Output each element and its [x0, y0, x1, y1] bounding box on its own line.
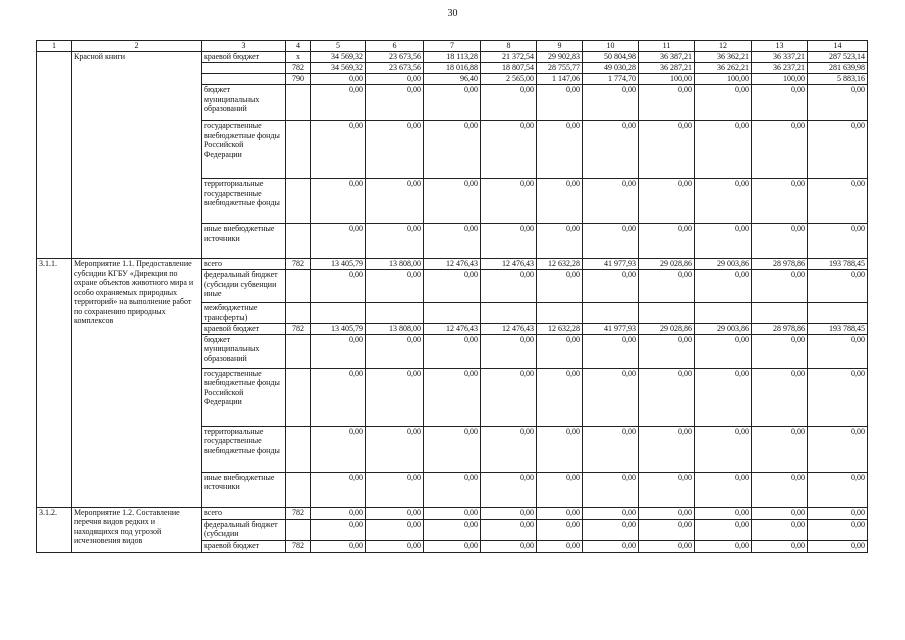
budget-code — [286, 121, 311, 179]
amount-cell: 0,00 — [311, 519, 366, 540]
amount-cell: 0,00 — [424, 507, 481, 519]
amount-cell: 13 405,79 — [311, 324, 366, 335]
amount-cell: 5 883,16 — [808, 74, 868, 85]
amount-cell: 0,00 — [424, 519, 481, 540]
amount-cell: 0,00 — [583, 472, 639, 507]
amount-cell: 0,00 — [537, 270, 583, 303]
amount-cell — [311, 303, 366, 324]
amount-cell: 0,00 — [366, 472, 424, 507]
amount-cell — [481, 303, 537, 324]
amount-cell: 0,00 — [695, 426, 752, 472]
amount-cell — [366, 303, 424, 324]
amount-cell: 0,00 — [311, 179, 366, 224]
amount-cell: 0,00 — [366, 519, 424, 540]
amount-cell — [808, 303, 868, 324]
amount-cell: 12 476,43 — [481, 259, 537, 270]
column-header: 2 — [72, 41, 202, 52]
amount-cell: 0,00 — [639, 179, 695, 224]
funding-source: государственные внебюджетные фонды Российской Федерации — [202, 121, 286, 179]
amount-cell: 0,00 — [695, 270, 752, 303]
column-header: 7 — [424, 41, 481, 52]
column-header: 11 — [639, 41, 695, 52]
amount-cell: 0,00 — [808, 540, 868, 552]
amount-cell: 0,00 — [808, 85, 868, 121]
amount-cell: 0,00 — [639, 270, 695, 303]
amount-cell: 0,00 — [695, 121, 752, 179]
table-body — [37, 52, 868, 553]
amount-cell: 0,00 — [808, 270, 868, 303]
amount-cell: 29 902,83 — [537, 52, 583, 63]
budget-table — [36, 40, 868, 553]
amount-cell: 0,00 — [808, 224, 868, 259]
budget-code — [286, 179, 311, 224]
item-index: 3.1.2. — [37, 507, 72, 552]
amount-cell: 0,00 — [583, 426, 639, 472]
amount-cell: 1 147,06 — [537, 74, 583, 85]
amount-cell: 0,00 — [583, 224, 639, 259]
amount-cell: 0,00 — [537, 426, 583, 472]
amount-cell: 0,00 — [366, 74, 424, 85]
budget-code: x — [286, 52, 311, 63]
amount-cell: 100,00 — [695, 74, 752, 85]
page-number: 30 — [447, 8, 458, 19]
funding-source: краевой бюджет — [202, 52, 286, 63]
amount-cell — [752, 303, 808, 324]
amount-cell: 0,00 — [424, 224, 481, 259]
amount-cell: 0,00 — [311, 85, 366, 121]
amount-cell: 0,00 — [481, 179, 537, 224]
amount-cell: 36 237,21 — [752, 63, 808, 74]
column-header: 14 — [808, 41, 868, 52]
amount-cell — [695, 303, 752, 324]
amount-cell: 0,00 — [583, 121, 639, 179]
amount-cell: 0,00 — [695, 224, 752, 259]
column-header: 1 — [37, 41, 72, 52]
amount-cell: 36 262,21 — [695, 63, 752, 74]
amount-cell: 0,00 — [537, 472, 583, 507]
budget-code: 790 — [286, 74, 311, 85]
amount-cell: 29 028,86 — [639, 324, 695, 335]
amount-cell: 0,00 — [583, 540, 639, 552]
amount-cell: 0,00 — [808, 507, 868, 519]
budget-code — [286, 519, 311, 540]
amount-cell: 0,00 — [752, 519, 808, 540]
amount-cell: 0,00 — [481, 85, 537, 121]
amount-cell: 0,00 — [695, 519, 752, 540]
column-header: 4 — [286, 41, 311, 52]
amount-cell: 0,00 — [583, 507, 639, 519]
amount-cell: 0,00 — [752, 121, 808, 179]
amount-cell: 0,00 — [695, 368, 752, 426]
amount-cell: 0,00 — [537, 85, 583, 121]
amount-cell: 0,00 — [424, 121, 481, 179]
amount-cell: 0,00 — [752, 334, 808, 368]
column-header: 3 — [202, 41, 286, 52]
amount-cell: 0,00 — [311, 507, 366, 519]
amount-cell: 0,00 — [366, 540, 424, 552]
amount-cell: 13 808,00 — [366, 324, 424, 335]
funding-source: федеральный бюджет (субсидии субвенции иные — [202, 270, 286, 303]
amount-cell: 0,00 — [808, 368, 868, 426]
amount-cell: 28 978,86 — [752, 259, 808, 270]
funding-source: бюджет муниципальных образований — [202, 334, 286, 368]
column-header: 6 — [366, 41, 424, 52]
amount-cell: 100,00 — [752, 74, 808, 85]
amount-cell: 0,00 — [808, 121, 868, 179]
amount-cell: 0,00 — [366, 426, 424, 472]
amount-cell: 18 016,88 — [424, 63, 481, 74]
amount-cell: 193 788,45 — [808, 324, 868, 335]
amount-cell: 0,00 — [424, 540, 481, 552]
amount-cell: 0,00 — [695, 472, 752, 507]
amount-cell: 0,00 — [311, 472, 366, 507]
amount-cell: 0,00 — [639, 368, 695, 426]
amount-cell: 28 978,86 — [752, 324, 808, 335]
amount-cell: 100,00 — [639, 74, 695, 85]
column-number-row — [37, 41, 868, 52]
amount-cell: 0,00 — [537, 121, 583, 179]
amount-cell: 0,00 — [695, 85, 752, 121]
amount-cell: 0,00 — [366, 507, 424, 519]
amount-cell: 0,00 — [583, 334, 639, 368]
amount-cell: 0,00 — [424, 472, 481, 507]
funding-source — [202, 74, 286, 85]
amount-cell: 0,00 — [481, 224, 537, 259]
amount-cell: 0,00 — [752, 507, 808, 519]
amount-cell: 41 977,93 — [583, 324, 639, 335]
amount-cell: 36 287,21 — [639, 63, 695, 74]
amount-cell: 0,00 — [424, 334, 481, 368]
amount-cell: 36 362,21 — [695, 52, 752, 63]
amount-cell — [583, 303, 639, 324]
amount-cell: 0,00 — [695, 540, 752, 552]
amount-cell: 0,00 — [537, 334, 583, 368]
budget-code — [286, 303, 311, 324]
amount-cell — [639, 303, 695, 324]
budget-code: 782 — [286, 540, 311, 552]
amount-cell: 0,00 — [424, 426, 481, 472]
amount-cell: 0,00 — [366, 224, 424, 259]
item-name: Красной книги — [72, 52, 202, 259]
amount-cell: 1 774,70 — [583, 74, 639, 85]
funding-source: территориальные государственные внебюджетные фонды — [202, 426, 286, 472]
amount-cell: 0,00 — [311, 74, 366, 85]
amount-cell: 0,00 — [752, 224, 808, 259]
amount-cell: 0,00 — [537, 519, 583, 540]
amount-cell: 0,00 — [752, 472, 808, 507]
amount-cell: 0,00 — [808, 179, 868, 224]
amount-cell: 0,00 — [481, 270, 537, 303]
funding-source: всего — [202, 259, 286, 270]
amount-cell: 34 569,32 — [311, 52, 366, 63]
amount-cell: 0,00 — [752, 179, 808, 224]
table-row — [37, 507, 868, 519]
amount-cell: 0,00 — [808, 426, 868, 472]
amount-cell: 0,00 — [583, 270, 639, 303]
amount-cell: 0,00 — [583, 85, 639, 121]
funding-source: иные внебюджетные источники — [202, 472, 286, 507]
amount-cell: 0,00 — [481, 426, 537, 472]
amount-cell: 28 755,77 — [537, 63, 583, 74]
amount-cell: 29 028,86 — [639, 259, 695, 270]
amount-cell: 12 632,28 — [537, 259, 583, 270]
amount-cell: 0,00 — [639, 85, 695, 121]
amount-cell — [424, 303, 481, 324]
amount-cell: 0,00 — [695, 334, 752, 368]
funding-source: краевой бюджет — [202, 540, 286, 552]
amount-cell: 96,40 — [424, 74, 481, 85]
amount-cell: 18 113,28 — [424, 52, 481, 63]
amount-cell: 0,00 — [808, 334, 868, 368]
budget-code — [286, 426, 311, 472]
column-header: 12 — [695, 41, 752, 52]
amount-cell: 13 808,00 — [366, 259, 424, 270]
amount-cell: 0,00 — [537, 540, 583, 552]
budget-code: 782 — [286, 324, 311, 335]
amount-cell: 0,00 — [639, 507, 695, 519]
amount-cell: 281 639,98 — [808, 63, 868, 74]
funding-source: государственные внебюджетные фонды Российской Федерации — [202, 368, 286, 426]
amount-cell: 49 030,28 — [583, 63, 639, 74]
amount-cell: 0,00 — [695, 507, 752, 519]
amount-cell: 36 387,21 — [639, 52, 695, 63]
amount-cell: 287 523,14 — [808, 52, 868, 63]
budget-code: 782 — [286, 63, 311, 74]
amount-cell: 0,00 — [695, 179, 752, 224]
table-row — [37, 52, 868, 63]
budget-code — [286, 472, 311, 507]
amount-cell: 0,00 — [583, 179, 639, 224]
amount-cell: 34 569,32 — [311, 63, 366, 74]
column-header: 13 — [752, 41, 808, 52]
amount-cell: 0,00 — [639, 519, 695, 540]
amount-cell: 0,00 — [537, 368, 583, 426]
budget-code — [286, 368, 311, 426]
amount-cell: 2 565,00 — [481, 74, 537, 85]
amount-cell: 12 476,43 — [424, 324, 481, 335]
amount-cell: 0,00 — [311, 540, 366, 552]
amount-cell: 29 003,86 — [695, 259, 752, 270]
amount-cell: 12 476,43 — [481, 324, 537, 335]
column-header: 5 — [311, 41, 366, 52]
amount-cell: 0,00 — [366, 270, 424, 303]
amount-cell: 0,00 — [752, 426, 808, 472]
funding-source: межбюджетные трансферты) — [202, 303, 286, 324]
amount-cell: 0,00 — [311, 270, 366, 303]
budget-code — [286, 85, 311, 121]
amount-cell: 0,00 — [752, 368, 808, 426]
column-header: 10 — [583, 41, 639, 52]
amount-cell: 0,00 — [752, 85, 808, 121]
amount-cell: 0,00 — [752, 270, 808, 303]
amount-cell: 0,00 — [639, 426, 695, 472]
item-index — [37, 52, 72, 259]
amount-cell: 0,00 — [481, 368, 537, 426]
amount-cell: 12 476,43 — [424, 259, 481, 270]
amount-cell: 0,00 — [366, 85, 424, 121]
amount-cell: 0,00 — [424, 85, 481, 121]
amount-cell: 0,00 — [481, 472, 537, 507]
amount-cell: 0,00 — [311, 368, 366, 426]
amount-cell: 0,00 — [481, 507, 537, 519]
amount-cell: 0,00 — [808, 472, 868, 507]
amount-cell: 12 632,28 — [537, 324, 583, 335]
amount-cell: 0,00 — [639, 334, 695, 368]
amount-cell: 0,00 — [481, 540, 537, 552]
amount-cell: 0,00 — [366, 334, 424, 368]
amount-cell: 0,00 — [424, 270, 481, 303]
amount-cell: 0,00 — [639, 121, 695, 179]
amount-cell: 193 788,45 — [808, 259, 868, 270]
amount-cell: 0,00 — [752, 540, 808, 552]
budget-code — [286, 270, 311, 303]
amount-cell: 0,00 — [481, 121, 537, 179]
amount-cell: 29 003,86 — [695, 324, 752, 335]
item-index: 3.1.1. — [37, 259, 72, 508]
amount-cell: 0,00 — [311, 224, 366, 259]
amount-cell: 0,00 — [366, 368, 424, 426]
amount-cell — [537, 303, 583, 324]
amount-cell: 0,00 — [424, 179, 481, 224]
amount-cell: 0,00 — [537, 179, 583, 224]
amount-cell: 0,00 — [639, 224, 695, 259]
amount-cell: 36 337,21 — [752, 52, 808, 63]
amount-cell: 0,00 — [481, 519, 537, 540]
table-row — [37, 259, 868, 270]
amount-cell: 0,00 — [366, 179, 424, 224]
funding-source: федеральный бюджет (субсидии — [202, 519, 286, 540]
funding-source: всего — [202, 507, 286, 519]
column-header: 8 — [481, 41, 537, 52]
amount-cell: 18 807,54 — [481, 63, 537, 74]
amount-cell: 0,00 — [311, 121, 366, 179]
amount-cell: 13 405,79 — [311, 259, 366, 270]
funding-source: территориальные государственные внебюджетные фонды — [202, 179, 286, 224]
amount-cell: 23 673,56 — [366, 52, 424, 63]
amount-cell: 0,00 — [366, 121, 424, 179]
funding-source: краевой бюджет — [202, 324, 286, 335]
amount-cell: 50 804,98 — [583, 52, 639, 63]
funding-source: бюджет муниципальных образований — [202, 85, 286, 121]
amount-cell: 0,00 — [639, 540, 695, 552]
amount-cell: 0,00 — [808, 519, 868, 540]
amount-cell: 0,00 — [481, 334, 537, 368]
amount-cell: 23 673,56 — [366, 63, 424, 74]
amount-cell: 0,00 — [537, 224, 583, 259]
amount-cell: 0,00 — [583, 519, 639, 540]
amount-cell: 0,00 — [311, 334, 366, 368]
funding-source — [202, 63, 286, 74]
amount-cell: 0,00 — [424, 368, 481, 426]
item-name: Мероприятие 1.1. Предоставление субсидии КГБУ «Дирекция по охране объектов животного мира и особо охраняемых природных территорий» на выполнение работ по сохранению природных комплексов — [72, 259, 202, 508]
amount-cell: 0,00 — [583, 368, 639, 426]
funding-source: иные внебюджетные источники — [202, 224, 286, 259]
amount-cell: 0,00 — [537, 507, 583, 519]
column-header: 9 — [537, 41, 583, 52]
budget-code: 782 — [286, 259, 311, 270]
budget-code — [286, 224, 311, 259]
amount-cell: 0,00 — [311, 426, 366, 472]
budget-code — [286, 334, 311, 368]
amount-cell: 0,00 — [639, 472, 695, 507]
amount-cell: 21 372,54 — [481, 52, 537, 63]
budget-code: 782 — [286, 507, 311, 519]
amount-cell: 41 977,93 — [583, 259, 639, 270]
item-name: Мероприятие 1.2. Составление перечня видов редких и находящихся под угрозой исчезновения видов — [72, 507, 202, 552]
